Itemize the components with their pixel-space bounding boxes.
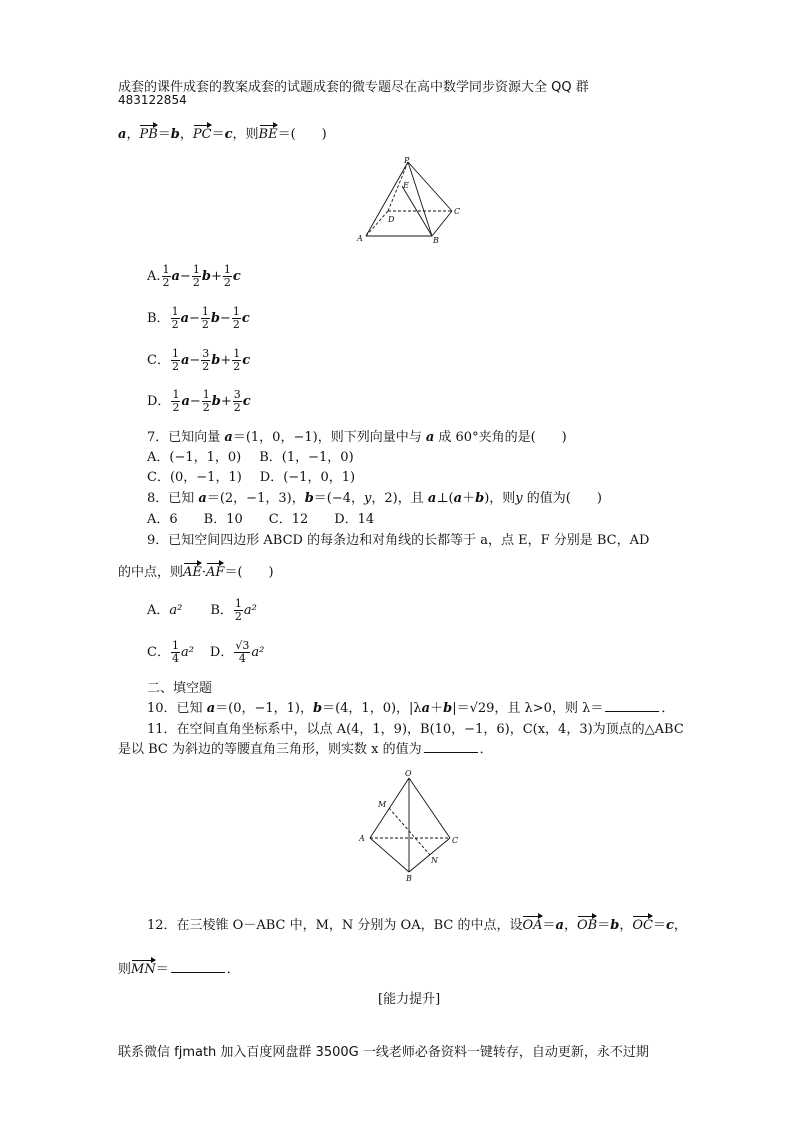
q6-option-b: B． $\frac{1}{2}$ a− $\frac{1}{2}$ b− $\frac{1}{2}$ c: [147, 305, 250, 331]
label-b2: B: [406, 874, 412, 883]
q11-answer-blank[interactable]: [424, 741, 478, 753]
q6-stem: a，PB＝b，PC＝c，则BE＝( ): [118, 127, 327, 142]
q9-stem-line-2: 的中点，则AE·AF＝( ): [118, 565, 274, 580]
vec-ae: AE: [183, 565, 202, 580]
vec-pb: PB: [139, 127, 158, 142]
label-e: E: [403, 181, 409, 190]
q12-stem-line-1: 12．在三棱锥 O－ABC 中，M，N 分别为 OA，BC 的中点，设OA＝a，OB＝b，OC＝c，: [147, 918, 687, 933]
q7-option-d: D．(−1，0，1): [259, 470, 356, 485]
footer-text: 联系微信 fjmath 加入百度网盘群 3500G 一线老师必备资料一键转存，自动更新，永不过期: [118, 1045, 649, 1060]
label-m: M: [378, 800, 387, 809]
q9-option-d: D．: [209, 645, 234, 660]
section-title-fill-in: 二、填空题: [147, 681, 213, 696]
q7-option-a: A．(−1，1，0): [147, 450, 242, 465]
pyramid-figure: [352, 156, 468, 248]
q8-stem: 8．已知 a＝(2，−1，3)，b＝(−4，y，2)，且 a⊥(a＋b)，则y 的值为( ): [147, 491, 602, 506]
label-b: B: [433, 236, 439, 245]
q7-option-b: B．(1，−1，0): [259, 450, 354, 465]
q7-options-row-2: [147, 466, 355, 485]
vec-ob: OB: [576, 918, 598, 933]
vec-a: a: [118, 127, 127, 142]
q12-stem-line-2: 则MN＝ ．: [118, 962, 240, 977]
q9-options-row-2: C． $\frac{1}{4}$ a² D． $\frac{√3}{4}$ a²: [147, 639, 265, 665]
q9-stem-line-1: 9．已知空间四边形 ABCD 的每条边和对角线的长都等于 a，点 E，F 分别是 BC，AD: [147, 533, 650, 548]
vec-pc: PC: [192, 127, 212, 142]
label-o: O: [405, 769, 412, 778]
q9-option-c: C．: [147, 645, 170, 660]
header-line-2: 483122854: [118, 93, 187, 107]
header-line-1: 成套的课件成套的教案成套的试题成套的微专题尽在高中数学同步资源大全 QQ 群: [118, 80, 589, 95]
q11-stem-line-2: 是以 BC 为斜边的等腰直角三角形，则实数 x 的值为 ．: [118, 742, 493, 757]
q9-options-row-1: A．a² B． $\frac{1}{2}$ a²: [147, 597, 257, 623]
q7-options-row-1: [147, 446, 354, 465]
label-d: D: [388, 215, 395, 224]
q10-stem: 10．已知 a＝(0，−1，1)，b＝(4，1，0)，|λa＋b|＝√29，且 λ>0，则 λ＝ ．: [147, 701, 675, 716]
tetrahedron-figure: [352, 766, 464, 884]
q11-stem-line-1: 11．在空间直角坐标系中，以点 A(4，1，9)，B(10，−1，6)，C(x，4，3)为顶点的△ABC: [147, 722, 684, 737]
label-c2: C: [452, 836, 459, 845]
q10-answer-blank[interactable]: [605, 700, 659, 712]
vec-oc: OC: [632, 918, 653, 933]
label-a: A: [357, 234, 363, 243]
q7-stem: 7．已知向量 a＝(1，0，−1)，则下列向量中与 a 成 60°夹角的是( ): [147, 430, 567, 445]
label-n: N: [431, 856, 438, 865]
vec-af: AF: [206, 565, 225, 580]
q9-option-b: B．: [210, 603, 233, 618]
q8-options: A．6 B．10 C．12 D．14: [147, 512, 375, 527]
vec-oa: OA: [522, 918, 543, 933]
vec-be: BE: [258, 127, 278, 142]
label-a2: A: [359, 834, 365, 843]
q6-option-c: C． $\frac{1}{2}$ a− $\frac{3}{2}$ b+ $\frac{1}{2}$ c: [147, 347, 251, 373]
q6-option-d: D． $\frac{1}{2}$ a− $\frac{1}{2}$ b+ $\frac{3}{2}$ c: [147, 388, 251, 414]
q9-option-a: A．: [147, 603, 170, 618]
vec-mn: MN: [131, 962, 156, 977]
label-c: C: [454, 207, 461, 216]
label-p: P: [404, 156, 410, 165]
q6-option-a: A. $\frac{1}{2}$ a− $\frac{1}{2}$ b+ $\frac{1}{2}$ c: [147, 263, 241, 289]
q7-option-c: C．(0，−1，1): [147, 470, 242, 485]
section-title-ability: [能力提升]: [378, 992, 441, 1007]
q12-answer-blank[interactable]: [171, 961, 225, 973]
